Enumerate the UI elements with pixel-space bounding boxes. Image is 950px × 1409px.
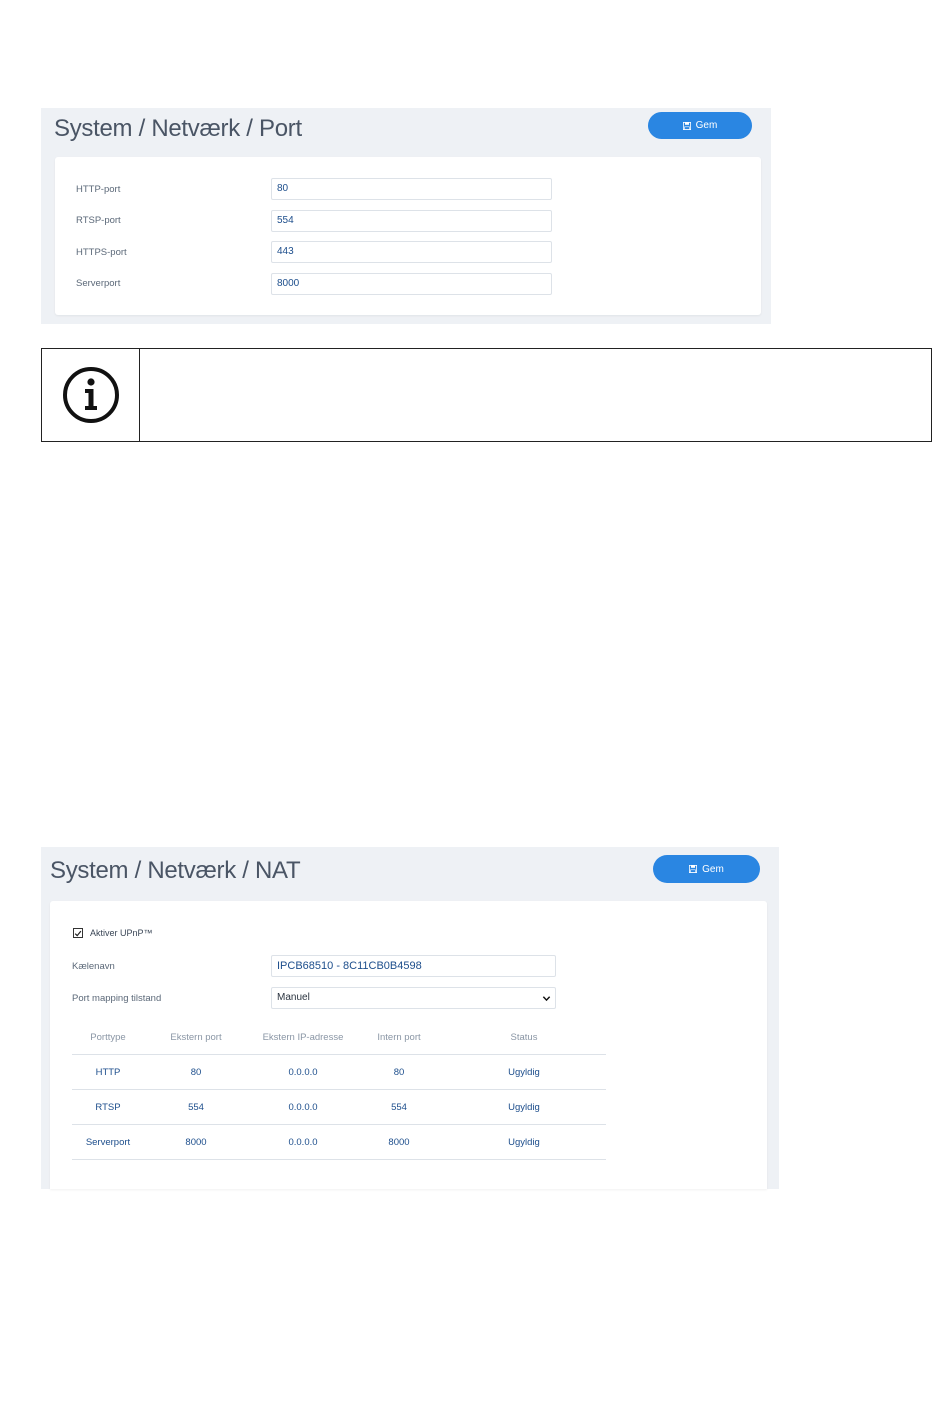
- cell-external-ip: 0.0.0.0: [288, 1136, 318, 1148]
- http-port-input[interactable]: 80: [271, 178, 552, 200]
- cell-internal-port: 80: [393, 1066, 405, 1078]
- cell-external-port[interactable]: 80: [190, 1066, 202, 1078]
- rtsp-port-label: RTSP-port: [76, 215, 121, 226]
- cell-internal-port: 554: [391, 1101, 407, 1113]
- column-header-status: Status: [510, 1032, 538, 1043]
- nickname-input[interactable]: IPCB68510 - 8C11CB0B4598: [271, 955, 556, 977]
- page-title: System / Netværk / NAT: [50, 857, 301, 884]
- cell-status: Ugyldig: [508, 1066, 540, 1078]
- save-button[interactable]: [648, 112, 752, 139]
- column-header-external-ip: Ekstern IP-adresse: [262, 1032, 344, 1043]
- cell-porttype: RTSP: [95, 1101, 121, 1113]
- cell-porttype: Serverport: [85, 1136, 131, 1148]
- server-port-input[interactable]: 8000: [271, 273, 552, 295]
- port-mapping-mode-label: Port mapping tilstand: [72, 993, 162, 1004]
- column-header-internal-port: Intern port: [377, 1032, 421, 1043]
- port-mapping-table: [72, 1021, 606, 1160]
- save-button[interactable]: [653, 855, 760, 883]
- info-circle-icon: [61, 365, 121, 425]
- column-header-porttype: Porttype: [90, 1032, 126, 1043]
- save-button-label: Gem: [702, 863, 724, 875]
- rtsp-port-input[interactable]: 554: [271, 210, 552, 232]
- cell-internal-port: 8000: [388, 1136, 410, 1148]
- table-row: [72, 1125, 606, 1160]
- info-icon-cell: [42, 349, 140, 441]
- cell-status: Ugyldig: [508, 1101, 540, 1113]
- https-port-label: HTTPS-port: [76, 247, 127, 258]
- cell-external-port[interactable]: 8000: [185, 1136, 207, 1148]
- table-row: [72, 1090, 606, 1125]
- nickname-label: Kælenavn: [72, 961, 115, 972]
- save-button-label: Gem: [695, 120, 718, 131]
- cell-porttype: HTTP: [95, 1066, 121, 1078]
- http-port-label: HTTP-port: [76, 184, 121, 195]
- port-mapping-mode-select[interactable]: [271, 987, 556, 1009]
- port-settings-card: [55, 157, 761, 315]
- column-header-external-port: Ekstern port: [170, 1032, 222, 1043]
- server-port-label: Serverport: [76, 278, 121, 289]
- page-title: System / Netværk / Port: [54, 115, 302, 142]
- upnp-checkbox[interactable]: [73, 928, 83, 938]
- port-settings-panel: [41, 108, 771, 324]
- info-note-box: [41, 348, 932, 442]
- cell-external-ip: 0.0.0.0: [288, 1066, 318, 1078]
- save-icon: [689, 865, 697, 873]
- upnp-label: Aktiver UPnP™: [90, 928, 153, 938]
- checkmark-icon: [74, 929, 82, 938]
- table-header: [72, 1021, 606, 1055]
- table-row: [72, 1055, 606, 1090]
- port-mapping-mode-value: Manuel: [277, 992, 310, 1003]
- info-note-text: [140, 349, 931, 441]
- https-port-input[interactable]: 443: [271, 241, 552, 263]
- chevron-down-icon: [542, 994, 551, 1003]
- save-icon: [683, 122, 691, 130]
- cell-external-ip: 0.0.0.0: [288, 1101, 318, 1113]
- cell-external-port[interactable]: 554: [188, 1101, 204, 1113]
- cell-status: Ugyldig: [508, 1136, 540, 1148]
